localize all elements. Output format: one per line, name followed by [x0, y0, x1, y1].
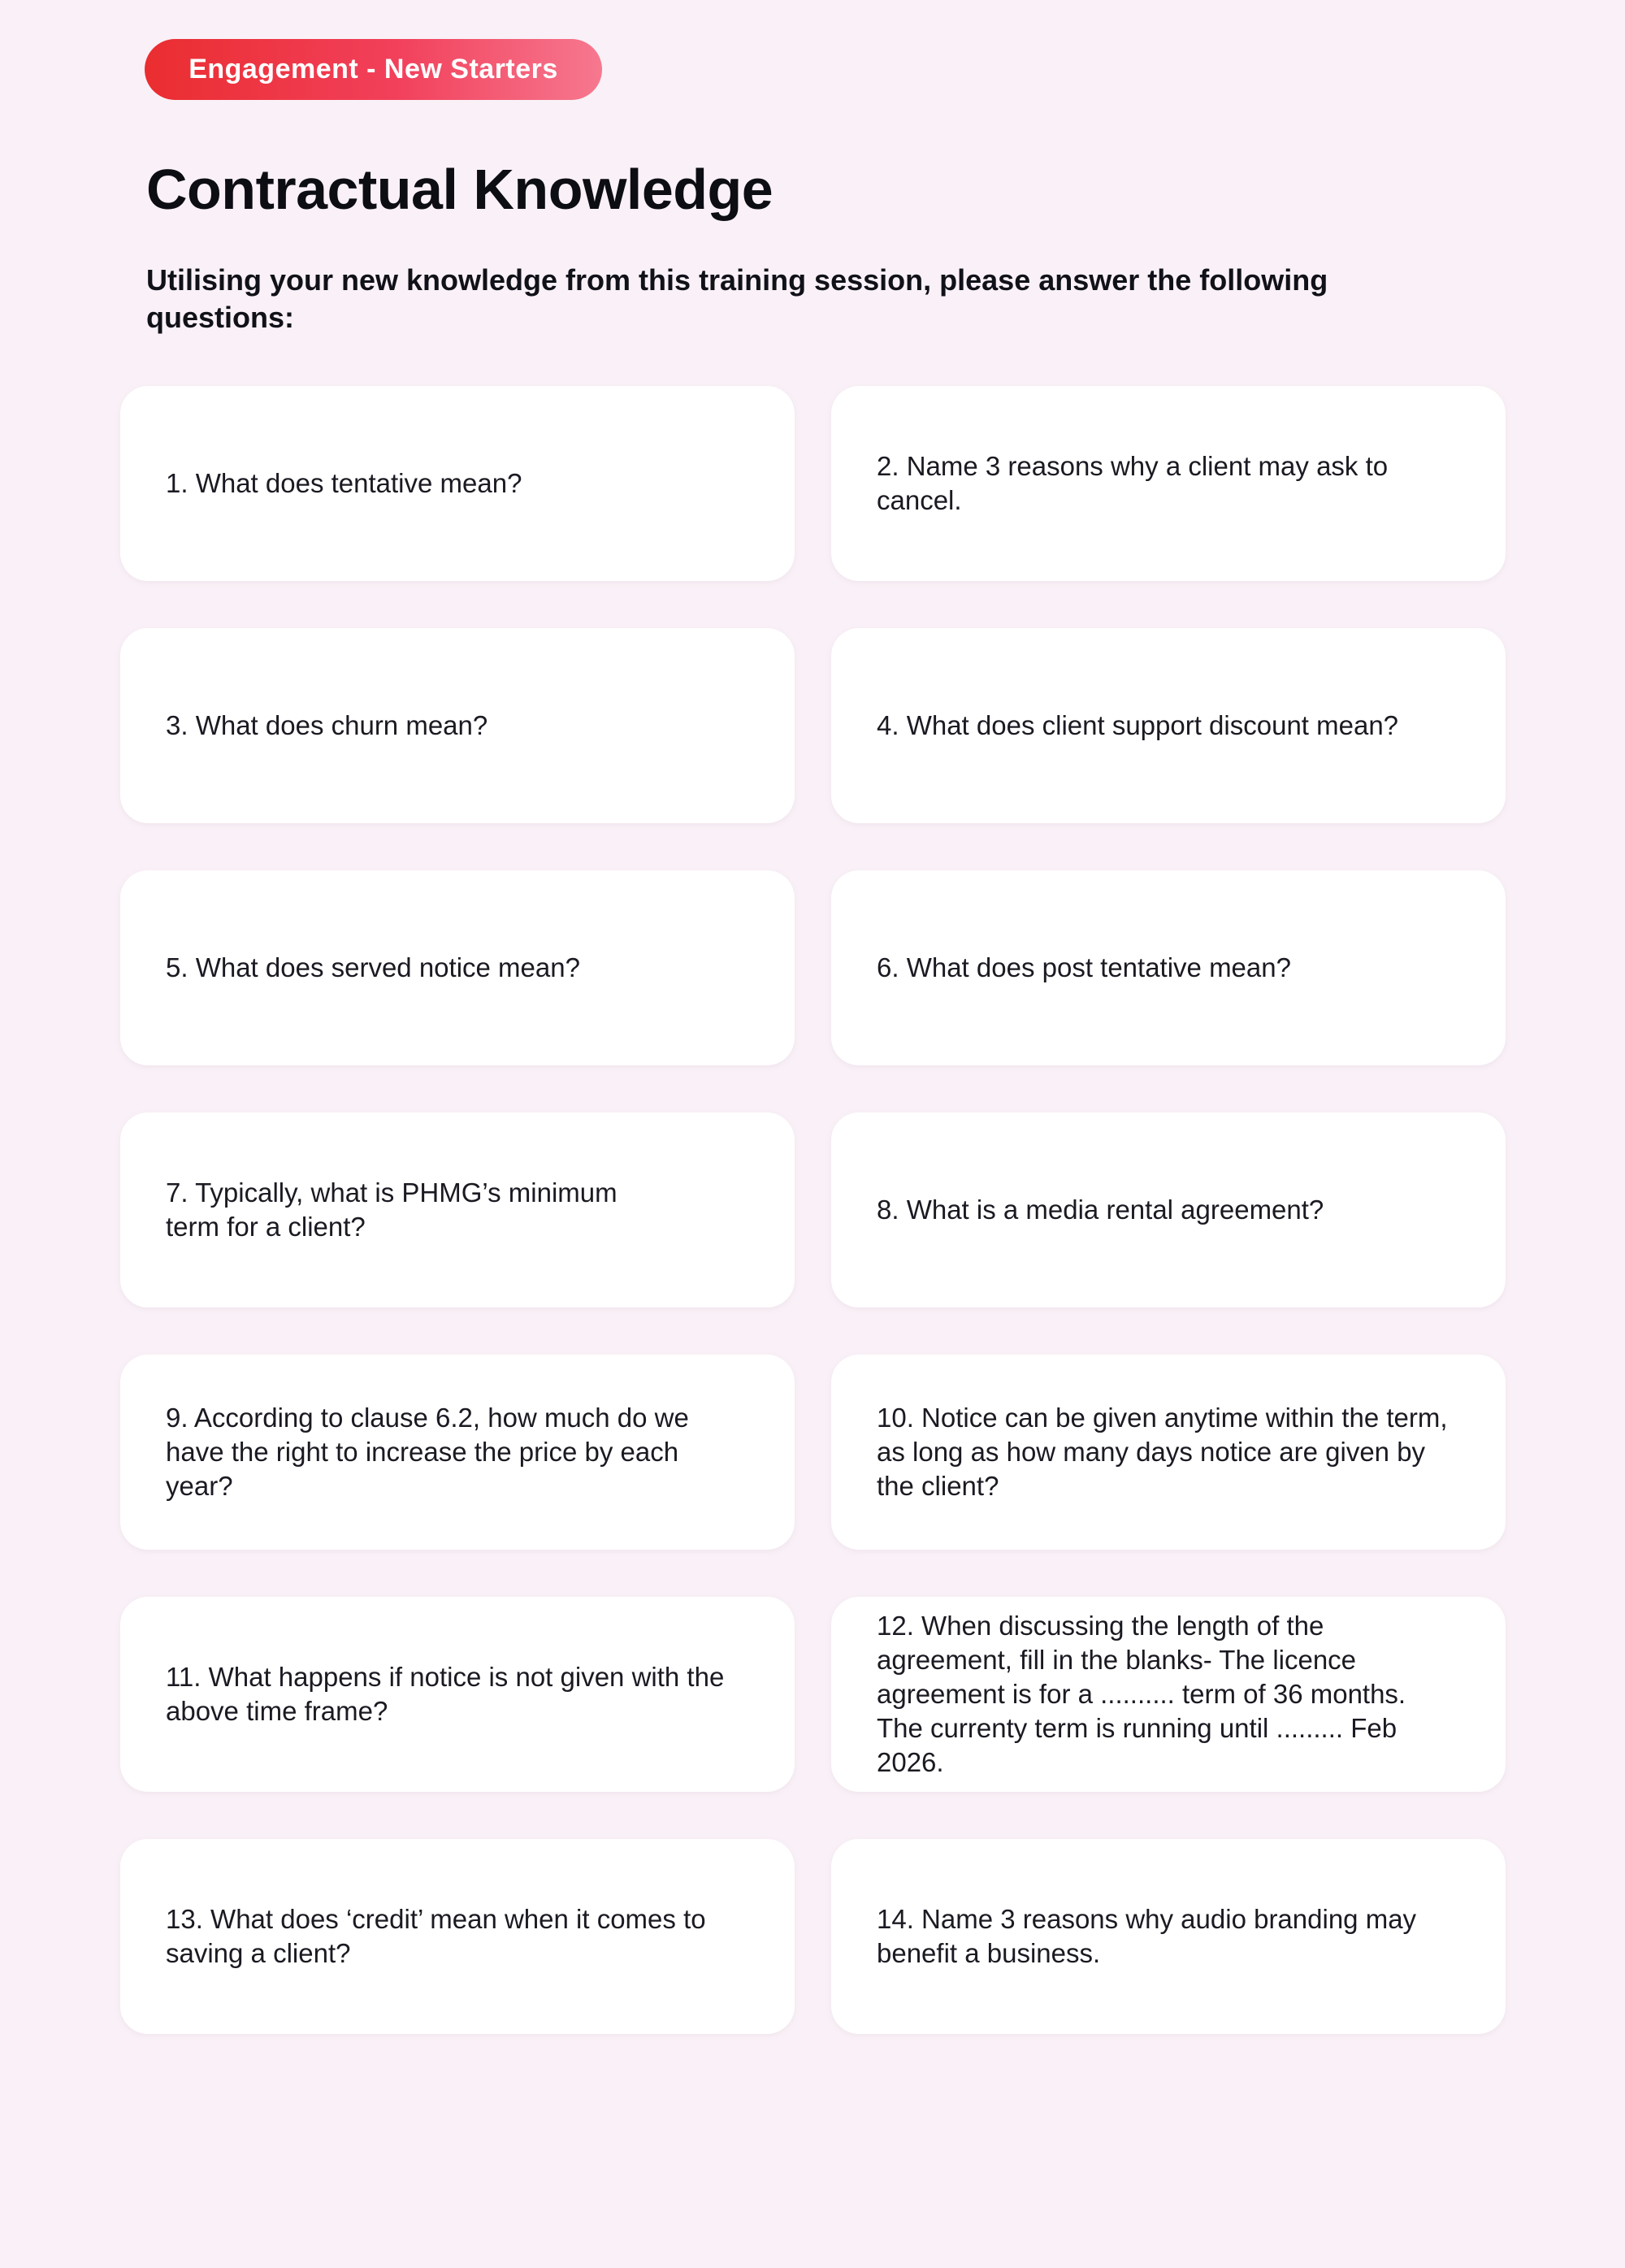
question-text: 13. What does ‘credit’ mean when it comes to saving a client?	[166, 1904, 706, 1968]
question-card-9[interactable]	[120, 1355, 795, 1550]
question-text: 5. What does served notice mean?	[166, 952, 580, 982]
question-text: 12. When discussing the length of the agreement, fill in the blanks- The licence agreement is for a .......... term of 36 months. The currenty term is running until ......... Feb 2026.	[877, 1611, 1406, 1777]
question-card-4[interactable]	[831, 628, 1506, 823]
question-text: 3. What does churn mean?	[166, 710, 488, 740]
question-card-13[interactable]	[120, 1839, 795, 2034]
question-card-2[interactable]	[831, 386, 1506, 581]
question-text: 7. Typically, what is PHMG’s minimum term for a client?	[166, 1177, 618, 1242]
question-card-8[interactable]	[831, 1112, 1506, 1307]
question-text: 10. Notice can be given anytime within the term, as long as how many days notice are given by the client?	[877, 1403, 1448, 1501]
question-card-12[interactable]	[831, 1597, 1506, 1792]
instructions-text: Utilising your new knowledge from this training session, please answer the following questions:	[146, 263, 1328, 334]
question-card-7[interactable]	[120, 1112, 795, 1307]
question-card-5[interactable]	[120, 870, 795, 1065]
question-text: 4. What does client support discount mean?	[877, 710, 1399, 740]
question-text: 14. Name 3 reasons why audio branding may benefit a business.	[877, 1904, 1417, 1968]
category-tag: Engagement - New Starters	[145, 39, 602, 100]
question-text: 8. What is a media rental agreement?	[877, 1195, 1324, 1225]
question-text: 2. Name 3 reasons why a client may ask to cancel.	[877, 451, 1389, 515]
page-title: Contractual Knowledge	[146, 158, 774, 221]
question-card-14[interactable]	[831, 1839, 1506, 2034]
question-text: 1. What does tentative mean?	[166, 468, 522, 498]
question-text: 11. What happens if notice is not given with the above time frame?	[166, 1662, 725, 1726]
question-card-3[interactable]	[120, 628, 795, 823]
question-card-1[interactable]	[120, 386, 795, 581]
question-text: 6. What does post tentative mean?	[877, 952, 1291, 982]
question-card-11[interactable]	[120, 1597, 795, 1792]
question-text: 9. According to clause 6.2, how much do we have the right to increase the price by each year?	[166, 1403, 689, 1501]
question-card-6[interactable]	[831, 870, 1506, 1065]
question-card-10[interactable]	[831, 1355, 1506, 1550]
question-grid	[120, 386, 1506, 2034]
